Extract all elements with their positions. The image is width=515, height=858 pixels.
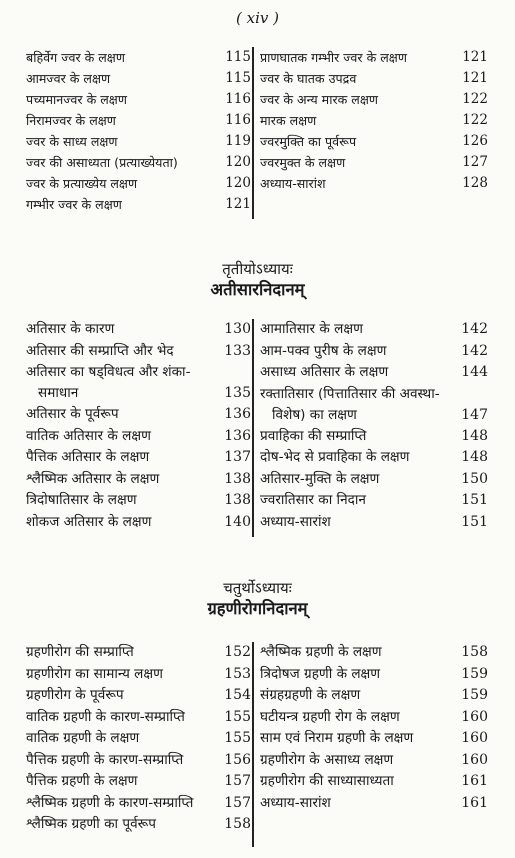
toc-entry-title xyxy=(260,131,458,152)
toc-entry-title xyxy=(260,771,458,793)
toc-entry-title-line: ग्रहणीरोग का सामान्य लक्षण xyxy=(26,665,163,682)
toc-entry-title-line: अतिसार-मुक्ति के लक्षण xyxy=(260,470,380,487)
toc-entry-title-line: अध्याय-सारांश xyxy=(260,794,331,811)
toc-entry-page: 161 xyxy=(461,773,488,789)
toc-entry xyxy=(26,750,251,772)
toc-entry-title-line: अतिसार के पूर्वरूप xyxy=(26,406,119,422)
toc-entry-page: 144 xyxy=(461,364,488,380)
toc-entry-title-line: ज्वरमुक्ति का पूर्वरूप xyxy=(260,134,357,149)
toc-entry-page: 156 xyxy=(224,751,251,768)
toc-entry-title-line: ज्वर के अन्य मारक लक्षण xyxy=(260,92,378,107)
toc-entry xyxy=(260,447,488,469)
chapter-header xyxy=(0,259,515,301)
toc-entry xyxy=(26,426,251,448)
toc-entry-page: 121 xyxy=(462,49,488,65)
toc-entry-page: 148 xyxy=(461,449,488,465)
toc-entry-page: 160 xyxy=(461,730,488,746)
toc-entry xyxy=(260,685,488,707)
toc-entry-page: 136 xyxy=(224,406,251,422)
toc-entry-page: 157 xyxy=(224,794,251,811)
toc-entry xyxy=(26,362,251,404)
toc-entry-title xyxy=(26,362,223,404)
toc-entry-title xyxy=(260,47,458,68)
toc-entry-title-line: श्लैष्मिक ग्रहणी का पूर्वरूप xyxy=(26,816,156,832)
toc-entry xyxy=(26,341,251,363)
toc-entry-title-line: ज्वर के घातक उपद्रव xyxy=(260,71,357,86)
toc-entry-title xyxy=(26,642,223,664)
toc-entry xyxy=(260,750,488,772)
toc-entry-title-line: साम एवं निराम ग्रहणी के लक्षण xyxy=(260,730,414,746)
toc-entry xyxy=(26,68,251,89)
toc-entry-title-line: अध्याय-सारांश xyxy=(260,176,326,191)
toc-entry-title-line: घटीयन्त्र ग्रहणी रोग के लक्षण xyxy=(260,708,400,725)
toc-entry-page: 140 xyxy=(224,513,251,530)
toc-entry-title xyxy=(26,771,223,793)
toc-entry-page: 148 xyxy=(461,427,488,444)
toc-entry-page: 155 xyxy=(224,708,251,725)
toc-entry xyxy=(26,173,251,194)
toc-entry-page: 142 xyxy=(461,342,488,359)
toc-entry-title-line: प्रवाहिका की सम्प्राप्ति xyxy=(260,427,367,444)
toc-entry-page: 126 xyxy=(462,133,488,149)
toc-entry-page: 147 xyxy=(461,406,488,423)
toc-entry-title-line: अतिसार के कारण xyxy=(26,321,115,337)
toc-entry-title xyxy=(260,89,458,110)
toc-entry-title xyxy=(260,447,458,469)
toc-entry-page: 121 xyxy=(225,196,251,212)
toc-entry-title xyxy=(26,110,223,131)
toc-entry-title-line: शोकज अतिसार के लक्षण xyxy=(26,513,152,530)
toc-entry-title xyxy=(260,469,458,491)
toc-entry-title xyxy=(260,68,458,89)
toc-entry-title xyxy=(26,194,223,215)
toc-entry-title xyxy=(260,642,458,664)
toc-entry-title xyxy=(26,707,223,729)
toc-entry-page: 119 xyxy=(225,133,251,149)
toc-entry xyxy=(26,89,251,110)
toc-entry-page: 135 xyxy=(224,385,251,401)
toc-entry-title-line: ग्रहणीरोग के असाध्य लक्षण xyxy=(260,751,394,768)
toc-entry-title-line: वातिक अतिसार के लक्षण xyxy=(26,427,151,444)
toc-entry-title xyxy=(260,707,458,729)
toc-entry-page: 116 xyxy=(225,112,251,128)
toc-entry-page: 115 xyxy=(225,70,251,86)
toc-entry-title xyxy=(26,750,223,772)
toc-entry-title-line: ज्वर की असाध्यता (प्रत्याख्येयता) xyxy=(26,155,178,170)
toc-entry-title-line: वातिक ग्रहणी के कारण-सम्प्राप्ति xyxy=(26,708,185,725)
toc-entry xyxy=(26,110,251,131)
toc-entry-title xyxy=(260,664,458,686)
toc-entry-page: 115 xyxy=(225,49,251,65)
toc-entry-page: 160 xyxy=(461,751,488,768)
toc-entry-title-line: पच्यमानज्वर के लक्षण xyxy=(26,92,127,107)
toc-entry-title-line: गम्भीर ज्वर के लक्षण xyxy=(26,197,122,212)
toc-entry-title xyxy=(26,152,223,173)
toc-entry xyxy=(260,384,488,426)
toc-section-2 xyxy=(0,319,515,537)
toc-entry xyxy=(26,814,251,836)
toc-entry-title-line: ग्रहणीरोग की साध्यासाध्यता xyxy=(260,773,394,789)
toc-entry xyxy=(260,664,488,686)
toc-entry xyxy=(260,490,488,512)
toc-entry-title xyxy=(260,384,458,426)
toc-entry-page: 122 xyxy=(462,91,488,107)
toc-entry-page: 153 xyxy=(224,665,251,682)
toc-entry-page: 151 xyxy=(461,513,488,530)
toc-entry-title xyxy=(260,512,458,534)
toc-entry-title-line: मारक लक्षण xyxy=(260,113,317,128)
toc-entry xyxy=(260,47,488,68)
toc-column-right xyxy=(260,47,488,194)
toc-entry-title-line: पैत्तिक ग्रहणी के लक्षण xyxy=(26,773,138,789)
toc-entry-page: 157 xyxy=(224,773,251,789)
toc-entry xyxy=(26,642,251,664)
toc-entry-title-line: आमातिसार के लक्षण xyxy=(260,321,363,337)
toc-entry-page: 130 xyxy=(224,321,251,337)
toc-entry-page: 159 xyxy=(461,687,488,703)
toc-entry-page: 120 xyxy=(225,154,251,170)
toc-entry xyxy=(26,512,251,534)
toc-entry-title-line: पैत्तिक अतिसार के लक्षण xyxy=(26,449,150,465)
toc-entry xyxy=(260,110,488,131)
toc-entry-title xyxy=(26,426,223,448)
toc-column-right xyxy=(260,642,488,814)
page-number: ( xiv ) xyxy=(236,9,279,27)
toc-entry-title-line: प्राणघातक गम्भीर ज्वर के लक्षण xyxy=(260,50,407,65)
toc-entry-page: 133 xyxy=(224,342,251,359)
toc-entry-title xyxy=(260,152,458,173)
toc-section-3 xyxy=(0,642,515,842)
toc-entry-title xyxy=(26,814,223,836)
toc-entry-title xyxy=(26,404,223,426)
toc-column-right xyxy=(260,319,488,533)
toc-column-left xyxy=(26,47,251,215)
toc-entry-title-line: ग्रहणीरोग की सम्प्राप्ति xyxy=(26,644,134,660)
toc-entry xyxy=(26,447,251,469)
toc-entry-title xyxy=(26,47,223,68)
toc-entry xyxy=(26,685,251,707)
toc-entry-title xyxy=(260,685,458,707)
toc-entry-title-line: त्रिदोषज ग्रहणी के लक्षण xyxy=(260,665,381,682)
toc-entry-title-line: ज्वर के प्रत्याख्येय लक्षण xyxy=(26,176,138,191)
toc-entry-page: 121 xyxy=(462,70,488,86)
toc-entry-page: 155 xyxy=(224,730,251,746)
toc-entry xyxy=(26,707,251,729)
toc-entry-title-line: ज्वरमुक्त के लक्षण xyxy=(260,155,346,170)
toc-entry-page: 138 xyxy=(224,492,251,508)
toc-entry-title-line: निरामज्वर के लक्षण xyxy=(26,113,116,128)
toc-entry-page: 158 xyxy=(461,644,488,660)
toc-entry-title-line: असाध्य अतिसार के लक्षण xyxy=(260,364,389,380)
toc-entry-page: 151 xyxy=(461,492,488,508)
column-divider xyxy=(252,47,254,219)
toc-entry-title xyxy=(260,490,458,512)
toc-entry-title xyxy=(26,68,223,89)
toc-entry-title xyxy=(26,685,223,707)
toc-entry-title-line: दोष-भेद से प्रवाहिका के लक्षण xyxy=(260,449,410,465)
toc-entry-page: 122 xyxy=(462,112,488,128)
toc-entry-title xyxy=(260,362,458,384)
toc-entry xyxy=(260,642,488,664)
toc-entry-page: 142 xyxy=(461,321,488,337)
chapter-subtitle: तृतीयोऽध्यायः xyxy=(222,260,293,278)
toc-entry xyxy=(260,173,488,194)
toc-entry-page: 136 xyxy=(224,427,251,444)
toc-entry-title xyxy=(26,664,223,686)
toc-entry-page: 120 xyxy=(225,175,251,191)
toc-entry-title xyxy=(260,341,458,363)
toc-entry xyxy=(260,152,488,173)
toc-entry xyxy=(260,362,488,384)
toc-entry-title-line: ग्रहणीरोग के पूर्वरूप xyxy=(26,687,124,703)
toc-entry-page: 158 xyxy=(224,816,251,832)
toc-entry-title-line: त्रिदोषातिसार के लक्षण xyxy=(26,492,137,508)
toc-entry-title-line: रक्तातिसार (पित्तातिसार की अवस्था- xyxy=(260,385,440,402)
toc-entry-title-line: आमज्वर के लक्षण xyxy=(26,71,111,86)
toc-entry xyxy=(260,469,488,491)
toc-entry-title xyxy=(260,793,458,815)
toc-entry-title-line: श्लैष्मिक ग्रहणी के कारण-सम्प्राप्ति xyxy=(26,794,194,811)
chapter-subtitle: चतुर्थोऽध्यायः xyxy=(223,579,292,597)
toc-entry-page: 150 xyxy=(461,470,488,487)
toc-entry-title-continuation: विशेष) का लक्षण xyxy=(272,406,357,423)
toc-entry xyxy=(26,728,251,750)
toc-entry-title xyxy=(26,131,223,152)
toc-entry-title xyxy=(260,319,458,341)
toc-column-left xyxy=(26,319,251,533)
toc-entry-title xyxy=(26,89,223,110)
toc-entry-title-line: आम-पक्व पुरीष के लक्षण xyxy=(260,342,387,359)
toc-entry xyxy=(260,728,488,750)
toc-entry-title-line: बहिर्वेग ज्वर के लक्षण xyxy=(26,50,125,65)
toc-entry-page: 127 xyxy=(462,154,488,170)
toc-entry-page: 160 xyxy=(461,708,488,725)
toc-entry-page: 128 xyxy=(462,175,488,191)
toc-entry xyxy=(26,404,251,426)
toc-section-1 xyxy=(0,47,515,219)
toc-entry xyxy=(26,490,251,512)
toc-entry xyxy=(260,771,488,793)
toc-entry xyxy=(26,131,251,152)
column-divider xyxy=(252,642,254,847)
toc-entry-page: 138 xyxy=(224,470,251,487)
toc-entry-title xyxy=(26,319,223,341)
toc-entry-title xyxy=(26,793,223,815)
toc-entry xyxy=(260,512,488,534)
column-divider xyxy=(252,319,254,537)
toc-entry-title xyxy=(26,728,223,750)
toc-entry-title-line: वातिक ग्रहणी के लक्षण xyxy=(26,730,140,746)
toc-entry-title-line: संग्रहग्रहणी के लक्षण xyxy=(260,687,361,703)
toc-entry xyxy=(26,152,251,173)
toc-entry-title-line: अतिसार का षड्विधत्व और शंका- xyxy=(26,364,191,380)
toc-entry-title-line: श्लैष्मिक अतिसार के लक्षण xyxy=(26,470,160,487)
toc-entry xyxy=(260,793,488,815)
toc-entry xyxy=(260,319,488,341)
toc-entry xyxy=(260,89,488,110)
toc-entry-title xyxy=(260,728,458,750)
toc-entry xyxy=(260,341,488,363)
toc-entry xyxy=(26,664,251,686)
toc-entry-title-line: पैत्तिक ग्रहणी के कारण-सम्प्राप्ति xyxy=(26,751,184,768)
toc-entry-title-continuation: समाधान xyxy=(38,385,79,401)
toc-entry xyxy=(260,426,488,448)
chapter-header xyxy=(0,578,515,620)
toc-entry-title-line: श्लैष्मिक ग्रहणी के लक्षण xyxy=(260,644,382,660)
toc-entry-title xyxy=(260,110,458,131)
toc-entry xyxy=(26,194,251,215)
toc-entry-page: 116 xyxy=(225,91,251,107)
toc-entry-page: 154 xyxy=(224,687,251,703)
toc-entry-title-line: अतिसार की सम्प्राप्ति और भेद xyxy=(26,342,174,359)
toc-entry xyxy=(26,469,251,491)
toc-entry-title xyxy=(260,426,458,448)
toc-entry-title-line: ज्वर के साध्य लक्षण xyxy=(26,134,118,149)
toc-entry-title xyxy=(26,512,223,534)
toc-entry-title xyxy=(26,469,223,491)
toc-entry xyxy=(26,771,251,793)
chapter-title: ग्रहणीरोगनिदानम् xyxy=(207,599,308,618)
toc-entry-page: 152 xyxy=(224,644,251,660)
toc-entry xyxy=(26,319,251,341)
toc-entry-title-line: अध्याय-सारांश xyxy=(260,513,331,530)
toc-entry xyxy=(260,68,488,89)
toc-entry-title-line: ज्वरातिसार का निदान xyxy=(260,492,366,508)
toc-entry-title xyxy=(26,341,223,363)
toc-entry-page: 137 xyxy=(224,449,251,465)
toc-entry-title xyxy=(260,173,458,194)
toc-column-left xyxy=(26,642,251,836)
toc-entry xyxy=(26,47,251,68)
chapter-title: अतीसारनिदानम् xyxy=(210,280,305,299)
toc-entry-page: 159 xyxy=(461,665,488,682)
toc-entry-title xyxy=(26,490,223,512)
toc-entry-page: 161 xyxy=(461,794,488,811)
toc-entry-title xyxy=(260,750,458,772)
toc-entry xyxy=(260,131,488,152)
toc-entry-title xyxy=(26,173,223,194)
toc-entry xyxy=(260,707,488,729)
toc-entry-title xyxy=(26,447,223,469)
toc-entry xyxy=(26,793,251,815)
